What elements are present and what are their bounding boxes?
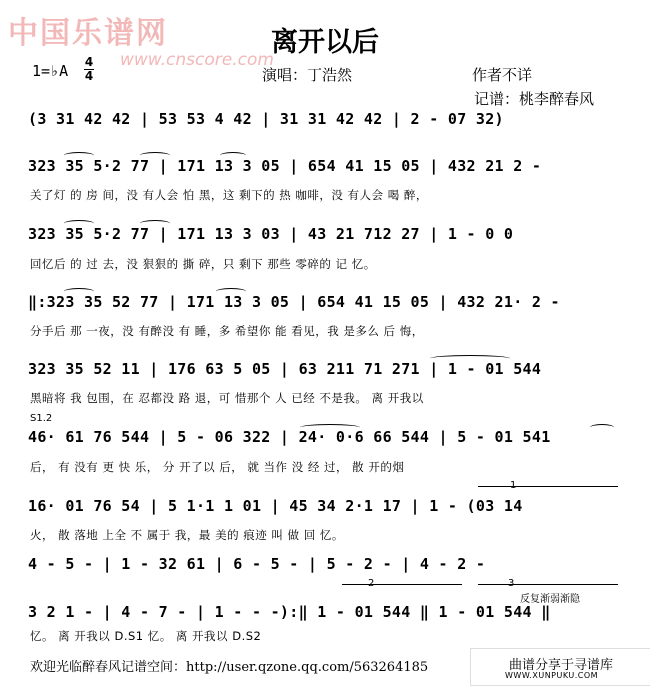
key-signature: 1=♭A bbox=[32, 62, 69, 80]
lyric-line-3: 回忆后 的 过 去，没 狠狠的 撕 碎，只 剩下 那些 零碎的 记 忆。 bbox=[30, 257, 376, 271]
slur-mark bbox=[64, 220, 94, 227]
share-badge-url: WWW.XUNPUKU.COM bbox=[505, 671, 599, 680]
lyric-line-5: 黑暗将 我 包围，在 忍都没 路 退，可 惜那个 人 已经 不是我。 离 开我以 bbox=[30, 391, 424, 405]
slur-mark bbox=[590, 424, 614, 431]
time-signature bbox=[84, 56, 94, 83]
slur-mark bbox=[300, 424, 360, 431]
staff-line-2: 323 35 5·2 77 | 171 13 3 05 | 654 41 15 05 | 432 21 2 - bbox=[28, 157, 542, 175]
staff-line-1: (3 31 42 42 | 53 53 4 42 | 31 31 42 42 | 2 - 07 32) bbox=[28, 110, 504, 128]
slur-mark bbox=[64, 288, 94, 295]
lyric-line-4: 分手后 那 一夜，没 有醉没 有 睡，多 希望你 能 看见，我 是多么 后 悔， bbox=[30, 324, 424, 338]
transcriber: 记谱：桃李醉春风 bbox=[474, 90, 595, 108]
watermark-url: www.cnscore.com bbox=[120, 50, 274, 70]
slur-mark bbox=[140, 152, 170, 159]
staff-line-8: 4 - 5 - | 1 - 32 61 | 6 - 5 - | 5 - 2 - | 4 - 2 - bbox=[28, 555, 486, 573]
staff-line-5: 323 35 52 11 | 176 63 5 05 | 63 211 71 271 | 1 - 01 544 bbox=[28, 360, 542, 378]
staff-line-9: 3 2 1 - | 4 - 7 - | 1 - - -):‖ 1 - 01 544 ‖ 1 - 01 544 ‖ bbox=[28, 603, 551, 621]
staff-line-6: 46· 61 76 544 | 5 - 06 322 | 24· 0·6 66 544 | 5 - 01 541 bbox=[28, 428, 551, 446]
share-badge bbox=[470, 648, 650, 686]
watermark-site: 中国乐谱网 bbox=[8, 16, 168, 51]
slur-mark bbox=[220, 152, 246, 159]
composer: 作者不详 bbox=[472, 66, 533, 84]
slur-mark bbox=[64, 152, 94, 159]
staff-line-3: 323 35 5·2 77 | 171 13 3 03 | 43 21 712 27 | 1 - 0 0 bbox=[28, 225, 514, 243]
footer-text: 欢迎光临醉春风记谱空间：http://user.qzone.qq.com/563264185 bbox=[30, 660, 429, 675]
slur-mark bbox=[216, 288, 246, 295]
time-signature-top: 4 bbox=[84, 55, 94, 69]
lyric-line-9: 忆。 离 开我以 D.S1 忆。 离 开我以 D.S2 bbox=[30, 629, 262, 643]
time-signature-bottom: 4 bbox=[84, 69, 94, 83]
slur-mark bbox=[140, 220, 170, 227]
ending-2-bracket bbox=[342, 584, 462, 585]
lyric-line-2: 关了灯 的 房 间，没 有人会 怕 黑，这 剩下的 热 咖啡，没 有人会 喝 醉， bbox=[30, 188, 428, 202]
singer: 演唱：丁浩然 bbox=[262, 66, 353, 84]
ending-1-bracket bbox=[478, 486, 618, 487]
lyric-line-7: 火， 散 落地 上全 不 属于 我，最 美的 痕迹 叫 做 回 忆。 bbox=[30, 528, 344, 542]
staff-line-4: ‖:323 35 52 77 | 171 13 3 05 | 654 41 15 05 | 432 21· 2 - bbox=[28, 293, 560, 311]
repeat-fade-note: 反复渐弱渐隐 bbox=[520, 594, 580, 605]
slur-mark bbox=[430, 355, 510, 362]
song-title: 离开以后 bbox=[271, 27, 379, 58]
ending-3-bracket bbox=[478, 584, 618, 585]
staff-line-7: 16· 01 76 54 | 5 1·1 1 01 | 45 34 2·1 17 | 1 - (03 14 bbox=[28, 497, 523, 515]
segno-mark: S1.2 bbox=[30, 413, 53, 424]
lyric-line-6: 后， 有 没有 更 快 乐， 分 开了以 后， 就 当作 没 经 过， 散 开的烟 bbox=[30, 460, 405, 474]
share-badge-title: 曲谱分享于寻谱库 bbox=[509, 658, 614, 673]
